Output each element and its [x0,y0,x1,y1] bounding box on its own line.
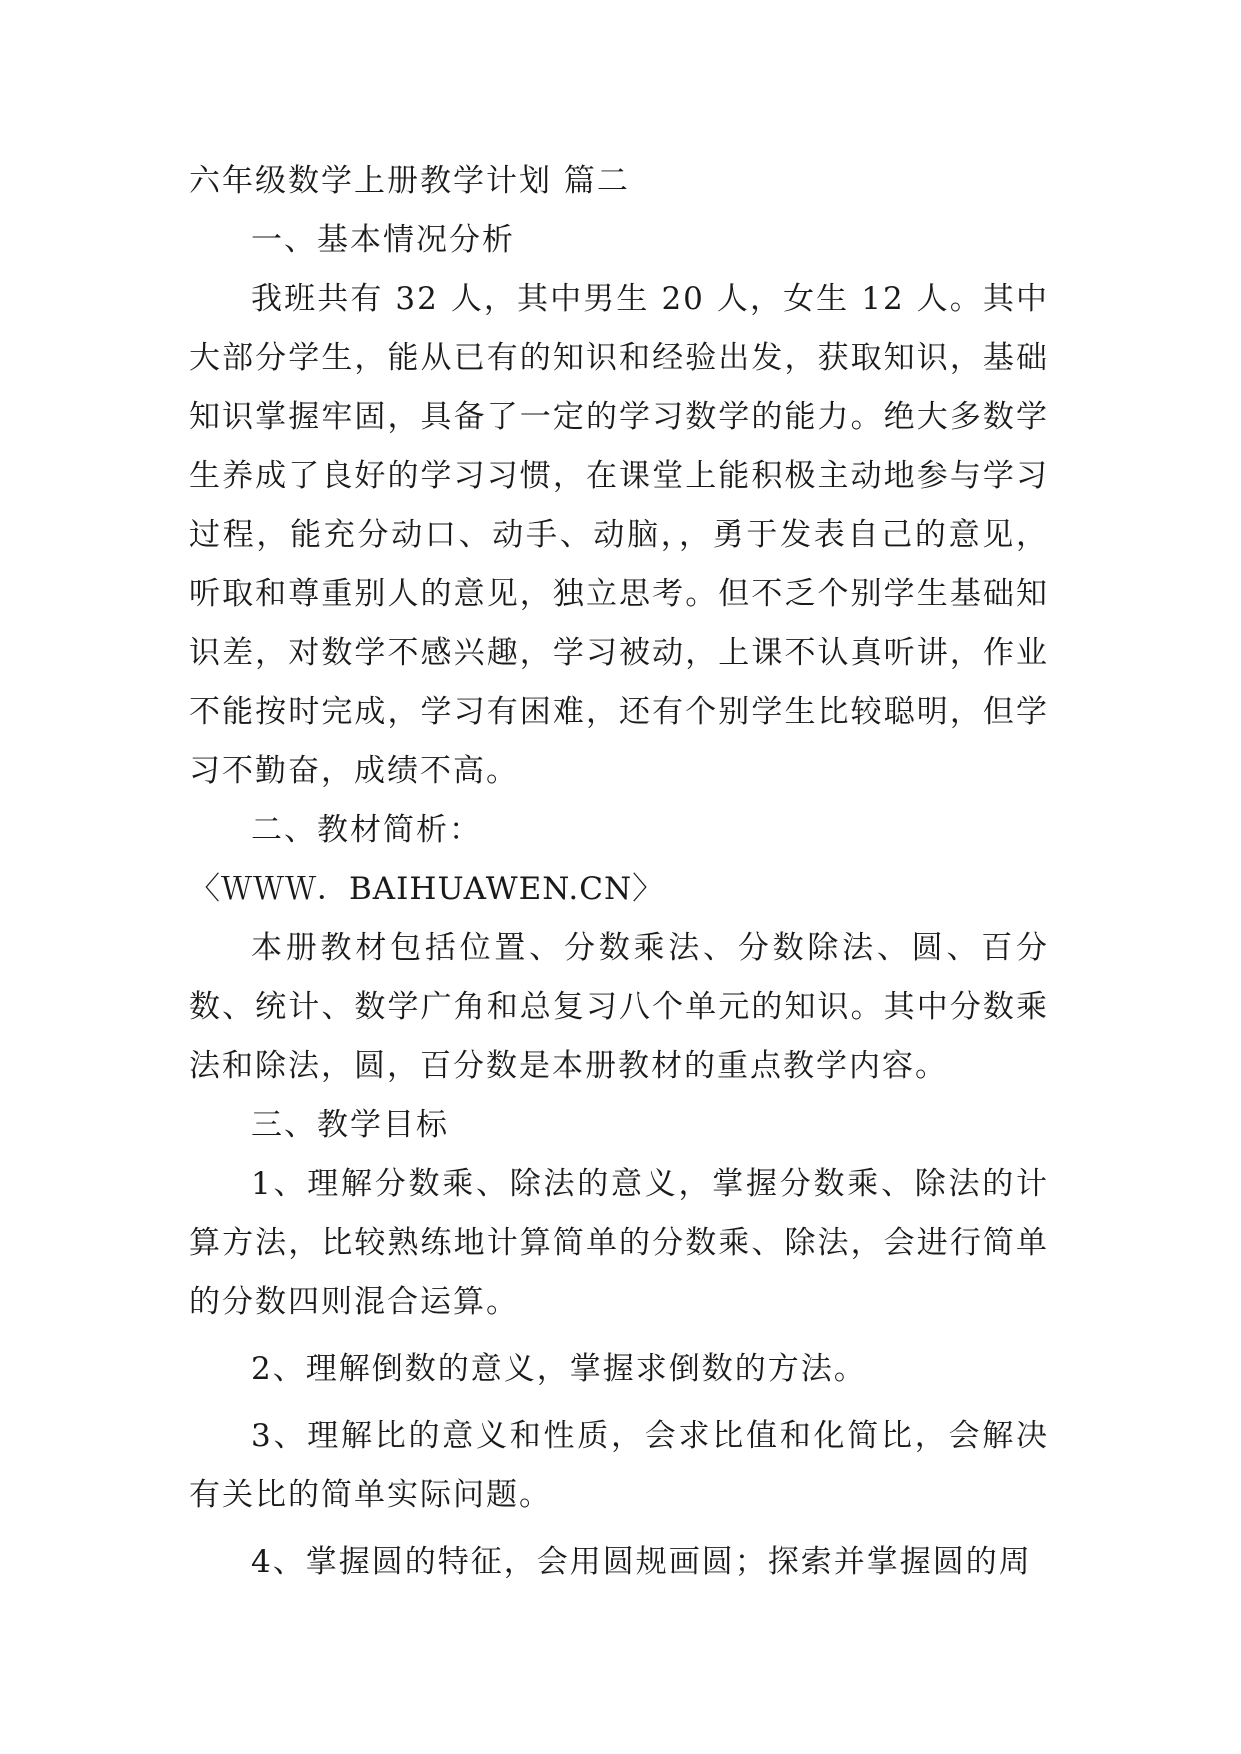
goal-item: 2、理解倒数的意义，掌握求倒数的方法。 [251,1351,867,1387]
paragraph-basic-situation: 我班共有 32 人，其中男生 20 人，女生 12 人。其中大部分学生，能从已有的知识和经验出发，获取知识，基础知识掌握牢固，具备了一定的学习数学的能力。绝大多数学生养成了良好的学习习惯，在课堂上能积极主动地参与学习过程，能充分动口、动手、动脑，，勇于发表自己的意见，听取和尊重别人的意见，独立思考。但不乏个别学生基础知识差，对数学不感兴趣，学习被动，上课不认真听讲，作业不能按时完成，学习有困难，还有个别学生比较聪明，但学习不勤奋，成绩不高。 [189,281,1049,789]
section-heading-textbook-analysis: 二、教材简析： [251,812,482,848]
paragraph-textbook-analysis: 本册教材包括位置、分数乘法、分数除法、圆、百分数、统计、数学广角和总复习八个单元的知识。其中分数乘法和除法，圆，百分数是本册教材的重点教学内容。 [189,930,1049,1084]
goal-item: 3、理解比的意义和性质，会求比值和化简比，会解决有关比的简单实际问题。 [189,1418,1049,1513]
document-title: 六年级数学上册教学计划 篇二 [189,163,630,199]
goal-item: 4、掌握圆的特征，会用圆规画圆；探索并掌握圆的周 [251,1544,1032,1580]
section-heading-teaching-goals: 三、教学目标 [251,1107,449,1143]
goal-item: 1、理解分数乘、除法的意义，掌握分数乘、除法的计算方法，比较熟练地计算简单的分数乘、除法，会进行简单的分数四则混合运算。 [189,1166,1049,1320]
document-body [189,152,1049,1600]
section-heading-basic-situation: 一、基本情况分析 [251,222,515,258]
source-url-text: 〈ＷＷＷ．BAIHUAWEN.CN〉 [189,871,665,907]
